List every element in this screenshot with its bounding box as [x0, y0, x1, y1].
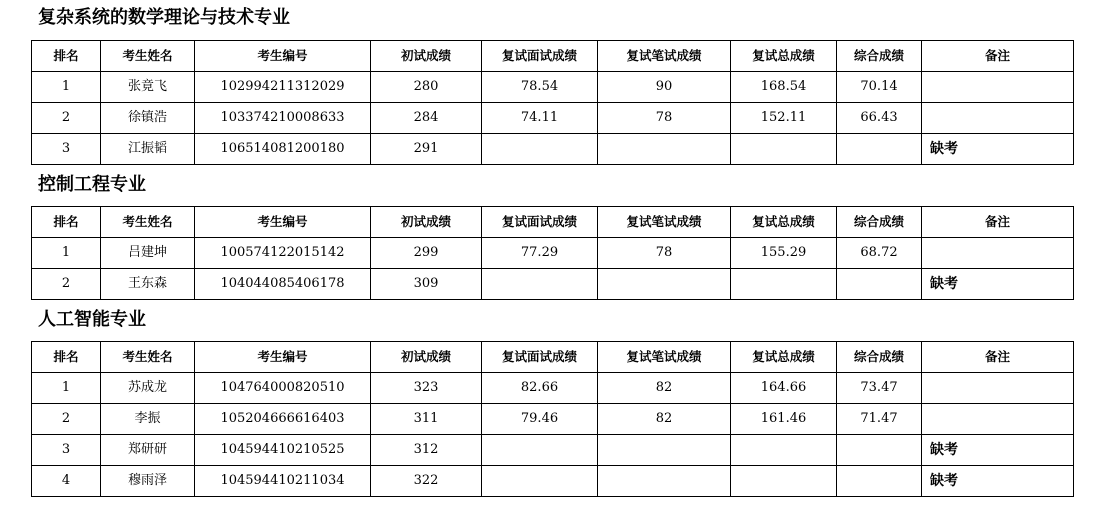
table-row: [32, 238, 1074, 269]
cell-rank: 1: [32, 238, 101, 269]
cell-retest-total: 161.46: [731, 404, 837, 435]
column-header-candidate-id: 考生编号: [195, 207, 371, 238]
table-header-row: [32, 41, 1074, 72]
cell-candidate-id: 103374210008633: [195, 103, 371, 134]
score-table-artificial-intelligence: [31, 341, 1074, 497]
cell-written-score: [598, 466, 731, 497]
cell-rank: 3: [32, 134, 101, 165]
table-header-row: [32, 342, 1074, 373]
column-header-retest-total: 复试总成绩: [731, 41, 837, 72]
column-header-candidate-id: 考生编号: [195, 342, 371, 373]
table-row: [32, 269, 1074, 300]
cell-rank: 1: [32, 72, 101, 103]
cell-overall-score: 71.47: [837, 404, 922, 435]
column-header-candidate-id: 考生编号: [195, 41, 371, 72]
cell-initial-score: 291: [371, 134, 482, 165]
cell-retest-total: 155.29: [731, 238, 837, 269]
cell-name: 江振韬: [101, 134, 195, 165]
cell-initial-score: 309: [371, 269, 482, 300]
cell-name: 吕建坤: [101, 238, 195, 269]
cell-overall-score: [837, 466, 922, 497]
column-header-overall-score: 综合成绩: [837, 41, 922, 72]
cell-initial-score: 312: [371, 435, 482, 466]
column-header-overall-score: 综合成绩: [837, 207, 922, 238]
column-header-initial-score: 初试成绩: [371, 207, 482, 238]
cell-rank: 2: [32, 269, 101, 300]
score-table-complex-systems: [31, 40, 1074, 165]
cell-overall-score: 66.43: [837, 103, 922, 134]
cell-initial-score: 311: [371, 404, 482, 435]
cell-interview-score: [482, 435, 598, 466]
cell-candidate-id: 104594410210525: [195, 435, 371, 466]
cell-overall-score: [837, 435, 922, 466]
column-header-initial-score: 初试成绩: [371, 41, 482, 72]
column-header-note: 备注: [922, 41, 1074, 72]
column-header-retest-total: 复试总成绩: [731, 207, 837, 238]
column-header-overall-score: 综合成绩: [837, 342, 922, 373]
cell-rank: 2: [32, 103, 101, 134]
column-header-note: 备注: [922, 207, 1074, 238]
cell-interview-score: [482, 134, 598, 165]
cell-overall-score: 70.14: [837, 72, 922, 103]
column-header-written-score: 复试笔试成绩: [598, 41, 731, 72]
column-header-note: 备注: [922, 342, 1074, 373]
table-row: [32, 404, 1074, 435]
cell-rank: 2: [32, 404, 101, 435]
cell-rank: 3: [32, 435, 101, 466]
cell-initial-score: 299: [371, 238, 482, 269]
cell-interview-score: 77.29: [482, 238, 598, 269]
cell-note: [922, 373, 1074, 404]
cell-written-score: 82: [598, 373, 731, 404]
cell-retest-total: 164.66: [731, 373, 837, 404]
cell-rank: 1: [32, 373, 101, 404]
column-header-interview-score: 复试面试成绩: [482, 342, 598, 373]
section-title-control-engineering: 控制工程专业: [38, 174, 146, 195]
cell-candidate-id: 105204666616403: [195, 404, 371, 435]
column-header-interview-score: 复试面试成绩: [482, 207, 598, 238]
cell-name: 穆雨泽: [101, 466, 195, 497]
cell-candidate-id: 100574122015142: [195, 238, 371, 269]
cell-initial-score: 284: [371, 103, 482, 134]
cell-name: 苏成龙: [101, 373, 195, 404]
cell-interview-score: 78.54: [482, 72, 598, 103]
cell-overall-score: 68.72: [837, 238, 922, 269]
cell-initial-score: 280: [371, 72, 482, 103]
table-row: [32, 373, 1074, 404]
column-header-name: 考生姓名: [101, 342, 195, 373]
cell-written-score: 78: [598, 238, 731, 269]
cell-note: [922, 72, 1074, 103]
cell-written-score: [598, 269, 731, 300]
column-header-interview-score: 复试面试成绩: [482, 41, 598, 72]
column-header-name: 考生姓名: [101, 41, 195, 72]
cell-written-score: 90: [598, 72, 731, 103]
table-row: [32, 134, 1074, 165]
cell-interview-score: 82.66: [482, 373, 598, 404]
cell-written-score: 82: [598, 404, 731, 435]
cell-retest-total: 152.11: [731, 103, 837, 134]
table-row: [32, 103, 1074, 134]
cell-retest-total: [731, 134, 837, 165]
cell-retest-total: [731, 269, 837, 300]
cell-interview-score: [482, 269, 598, 300]
section-title-artificial-intelligence: 人工智能专业: [38, 309, 146, 330]
cell-candidate-id: 102994211312029: [195, 72, 371, 103]
cell-name: 徐镇浩: [101, 103, 195, 134]
score-table-control-engineering: [31, 206, 1074, 300]
table-row: [32, 435, 1074, 466]
cell-interview-score: 79.46: [482, 404, 598, 435]
section-title-complex-systems: 复杂系统的数学理论与技术专业: [38, 7, 290, 28]
column-header-rank: 排名: [32, 342, 101, 373]
cell-written-score: 78: [598, 103, 731, 134]
column-header-rank: 排名: [32, 41, 101, 72]
column-header-written-score: 复试笔试成绩: [598, 342, 731, 373]
cell-note: [922, 103, 1074, 134]
cell-initial-score: 322: [371, 466, 482, 497]
column-header-rank: 排名: [32, 207, 101, 238]
column-header-initial-score: 初试成绩: [371, 342, 482, 373]
cell-note: [922, 238, 1074, 269]
cell-name: 郑研研: [101, 435, 195, 466]
cell-interview-score: [482, 466, 598, 497]
cell-interview-score: 74.11: [482, 103, 598, 134]
cell-candidate-id: 106514081200180: [195, 134, 371, 165]
cell-note: 缺考: [922, 466, 1074, 497]
cell-name: 王东森: [101, 269, 195, 300]
cell-overall-score: [837, 134, 922, 165]
cell-candidate-id: 104764000820510: [195, 373, 371, 404]
cell-candidate-id: 104594410211034: [195, 466, 371, 497]
cell-name: 张竟飞: [101, 72, 195, 103]
cell-retest-total: [731, 435, 837, 466]
table-row: [32, 72, 1074, 103]
cell-overall-score: 73.47: [837, 373, 922, 404]
column-header-written-score: 复试笔试成绩: [598, 207, 731, 238]
cell-candidate-id: 104044085406178: [195, 269, 371, 300]
cell-retest-total: 168.54: [731, 72, 837, 103]
cell-name: 李振: [101, 404, 195, 435]
table-row: [32, 466, 1074, 497]
cell-initial-score: 323: [371, 373, 482, 404]
table-header-row: [32, 207, 1074, 238]
column-header-retest-total: 复试总成绩: [731, 342, 837, 373]
cell-note: [922, 404, 1074, 435]
cell-note: 缺考: [922, 134, 1074, 165]
cell-written-score: [598, 435, 731, 466]
cell-rank: 4: [32, 466, 101, 497]
cell-retest-total: [731, 466, 837, 497]
cell-overall-score: [837, 269, 922, 300]
cell-note: 缺考: [922, 269, 1074, 300]
column-header-name: 考生姓名: [101, 207, 195, 238]
cell-note: 缺考: [922, 435, 1074, 466]
cell-written-score: [598, 134, 731, 165]
